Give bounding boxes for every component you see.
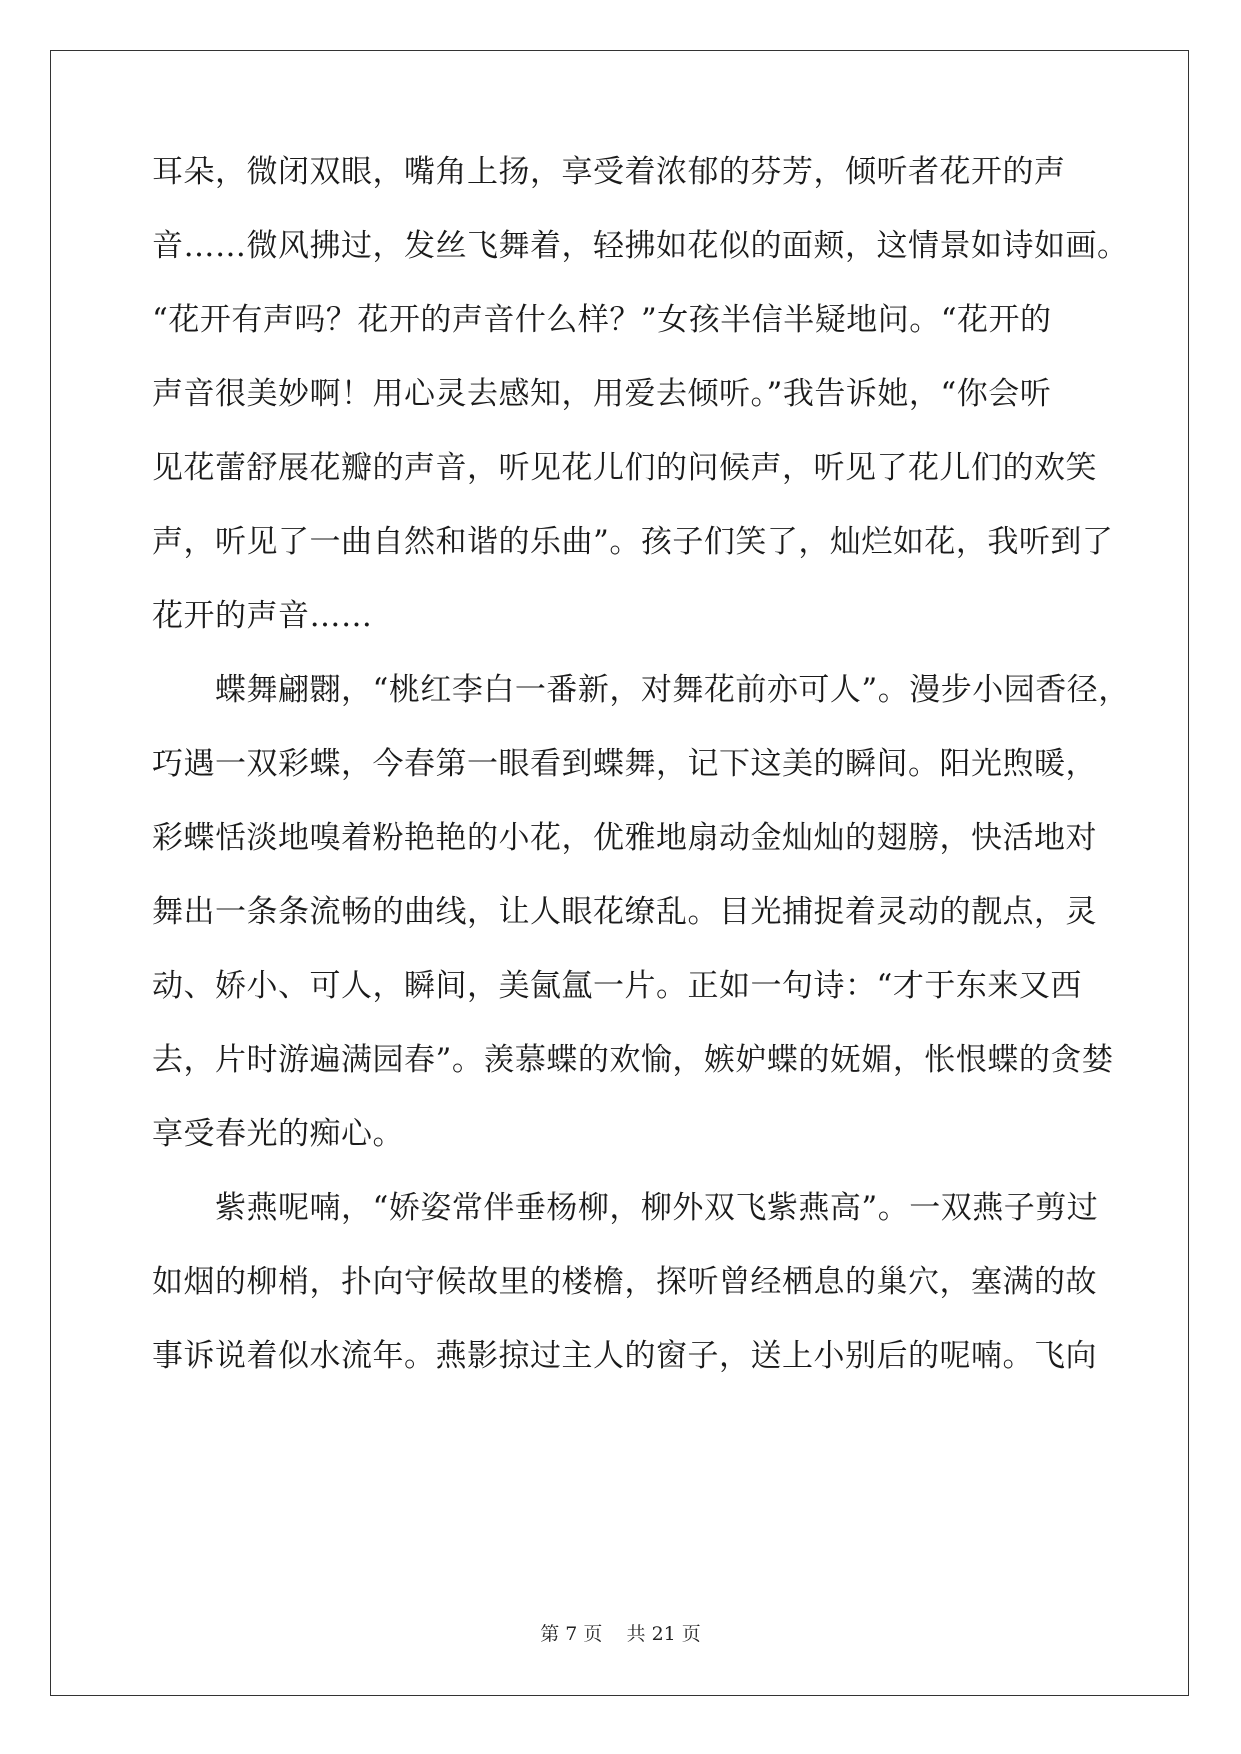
text-line: 舞出一条条流畅的曲线，让人眼花缭乱。目光捕捉着灵动的靓点，灵 xyxy=(152,894,1097,930)
text-line: 巧遇一双彩蝶，今春第一眼看到蝶舞，记下这美的瞬间。阳光煦暖， xyxy=(152,746,1097,782)
text-line: 如烟的柳梢，扑向守候故里的楼檐，探听曾经栖息的巢穴，塞满的故 xyxy=(152,1264,1097,1300)
total-pages: 共 21 页 xyxy=(626,1623,701,1645)
text-line: “花开有声吗？花开的声音什么样？”女孩半信半疑地问。“花开的 xyxy=(152,302,1052,338)
text-line: 去，片时游遍满园春”。羡慕蝶的欢愉，嫉妒蝶的妩媚，怅恨蝶的贪婪 xyxy=(152,1042,1114,1078)
text-line: 动、娇小、可人，瞬间，美氤氲一片。正如一句诗：“才于东来又西 xyxy=(152,968,1082,1004)
text-line: 声音很美妙啊！用心灵去感知，用爱去倾听。”我告诉她，“你会听 xyxy=(152,376,1052,412)
page-footer xyxy=(0,1622,1241,1646)
page-border xyxy=(50,50,1189,1696)
text-line: 紫燕呢喃，“娇姿常伴垂杨柳，柳外双飞紫燕高”。一双燕子剪过 xyxy=(152,1190,1099,1226)
text-line: 音……微风拂过，发丝飞舞着，轻拂如花似的面颊，这情景如诗如画。 xyxy=(152,228,1129,264)
text-line: 声，听见了一曲自然和谐的乐曲”。孩子们笑了，灿烂如花，我听到了 xyxy=(152,524,1114,560)
text-line: 彩蝶恬淡地嗅着粉艳艳的小花，优雅地扇动金灿灿的翅膀，快活地对 xyxy=(152,820,1097,856)
text-line: 蝶舞翩翾，“桃红李白一番新，对舞花前亦可人”。漫步小园香径， xyxy=(152,672,1130,708)
text-line: 花开的声音…… xyxy=(152,598,373,634)
text-line: 事诉说着似水流年。燕影掠过主人的窗子，送上小别后的呢喃。飞向 xyxy=(152,1338,1097,1374)
text-line: 享受春光的痴心。 xyxy=(152,1116,404,1152)
text-line: 耳朵，微闭双眼，嘴角上扬，享受着浓郁的芬芳，倾听者花开的声 xyxy=(152,154,1066,190)
text-line: 见花蕾舒展花瓣的声音，听见花儿们的问候声，听见了花儿们的欢笑 xyxy=(152,450,1097,486)
page-number: 第 7 页 xyxy=(540,1623,603,1645)
